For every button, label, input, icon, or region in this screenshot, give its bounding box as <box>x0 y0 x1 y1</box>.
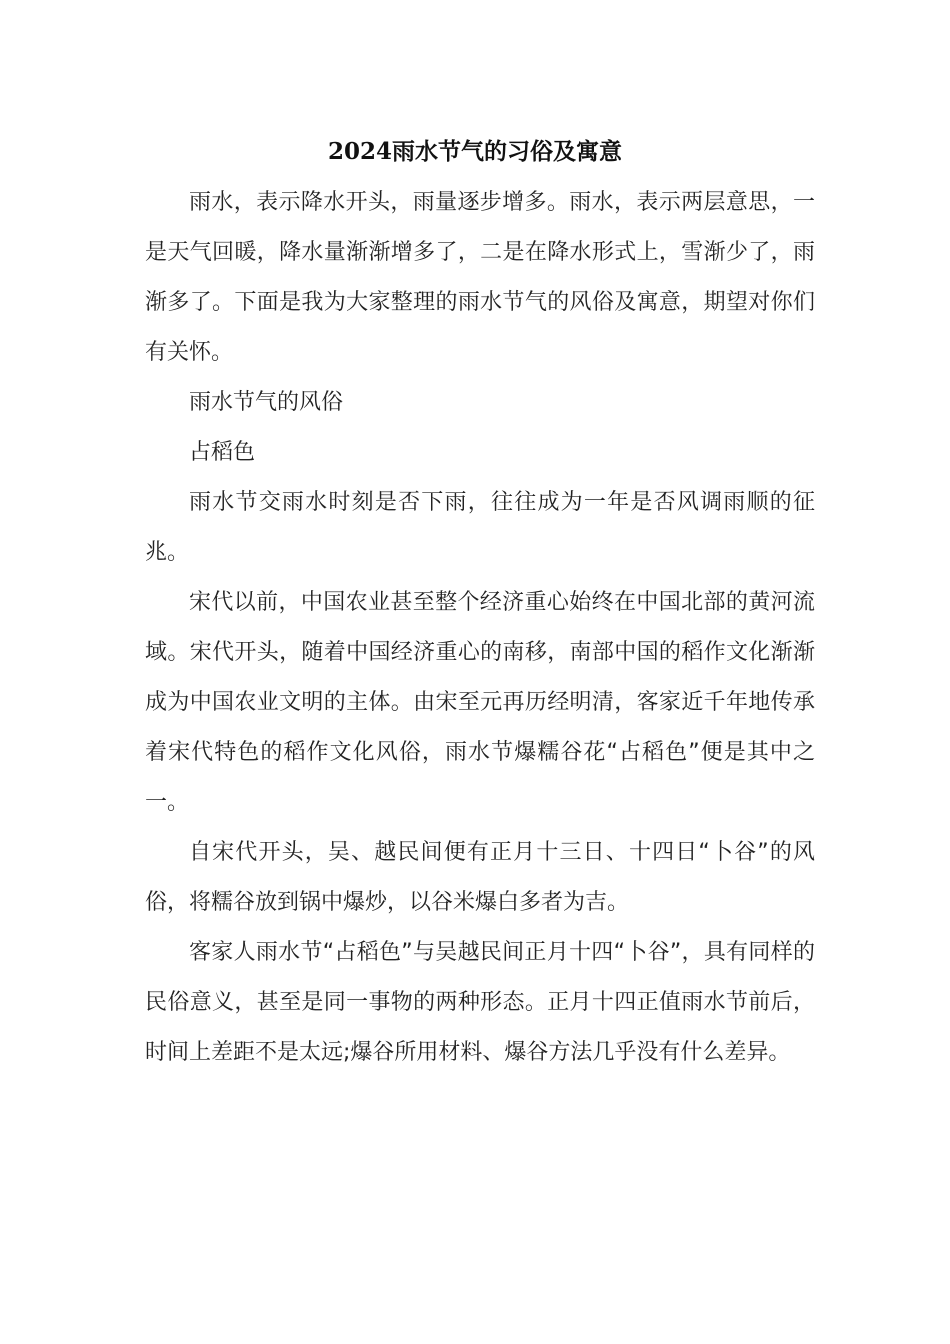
paragraph-omen: 雨水节交雨水时刻是否下雨，往往成为一年是否风调雨顺的征兆。 <box>145 490 815 565</box>
document-title: 2024雨水节气的习俗及寓意 <box>327 138 622 165</box>
subheading-zhandaose: 占稻色 <box>189 440 256 465</box>
section-heading-customs: 雨水节气的风俗 <box>189 390 344 415</box>
paragraph-hakka: 客家人雨水节“占稻色”与吴越民间正月十四“卜谷”，具有同样的民俗意义，甚至是同一事物的两种形态。正月十四正值雨水节前后，时间上差距不是太远;爆谷所用材料、爆谷方法几乎没有什么差异。 <box>145 940 815 1065</box>
paragraph-bugu: 自宋代开头，吴、越民间便有正月十三日、十四日“卜谷”的风俗，将糯谷放到锅中爆炒，以谷米爆白多者为吉。 <box>145 840 815 915</box>
paragraph-song-dynasty: 宋代以前，中国农业甚至整个经济重心始终在中国北部的黄河流域。宋代开头，随着中国经济重心的南移，南部中国的稻作文化渐渐成为中国农业文明的主体。由宋至元再历经明清，客家近千年地传承着宋代特色的稻作文化风俗，雨水节爆糯谷花“占稻色”便是其中之一。 <box>145 590 815 815</box>
document-body <box>145 178 815 1078</box>
paragraph-intro: 雨水，表示降水开头，雨量逐步增多。雨水，表示两层意思，一是天气回暖，降水量渐渐增多了，二是在降水形式上，雪渐少了，雨渐多了。下面是我为大家整理的雨水节气的风俗及寓意，期望对你们有关怀。 <box>145 190 815 365</box>
